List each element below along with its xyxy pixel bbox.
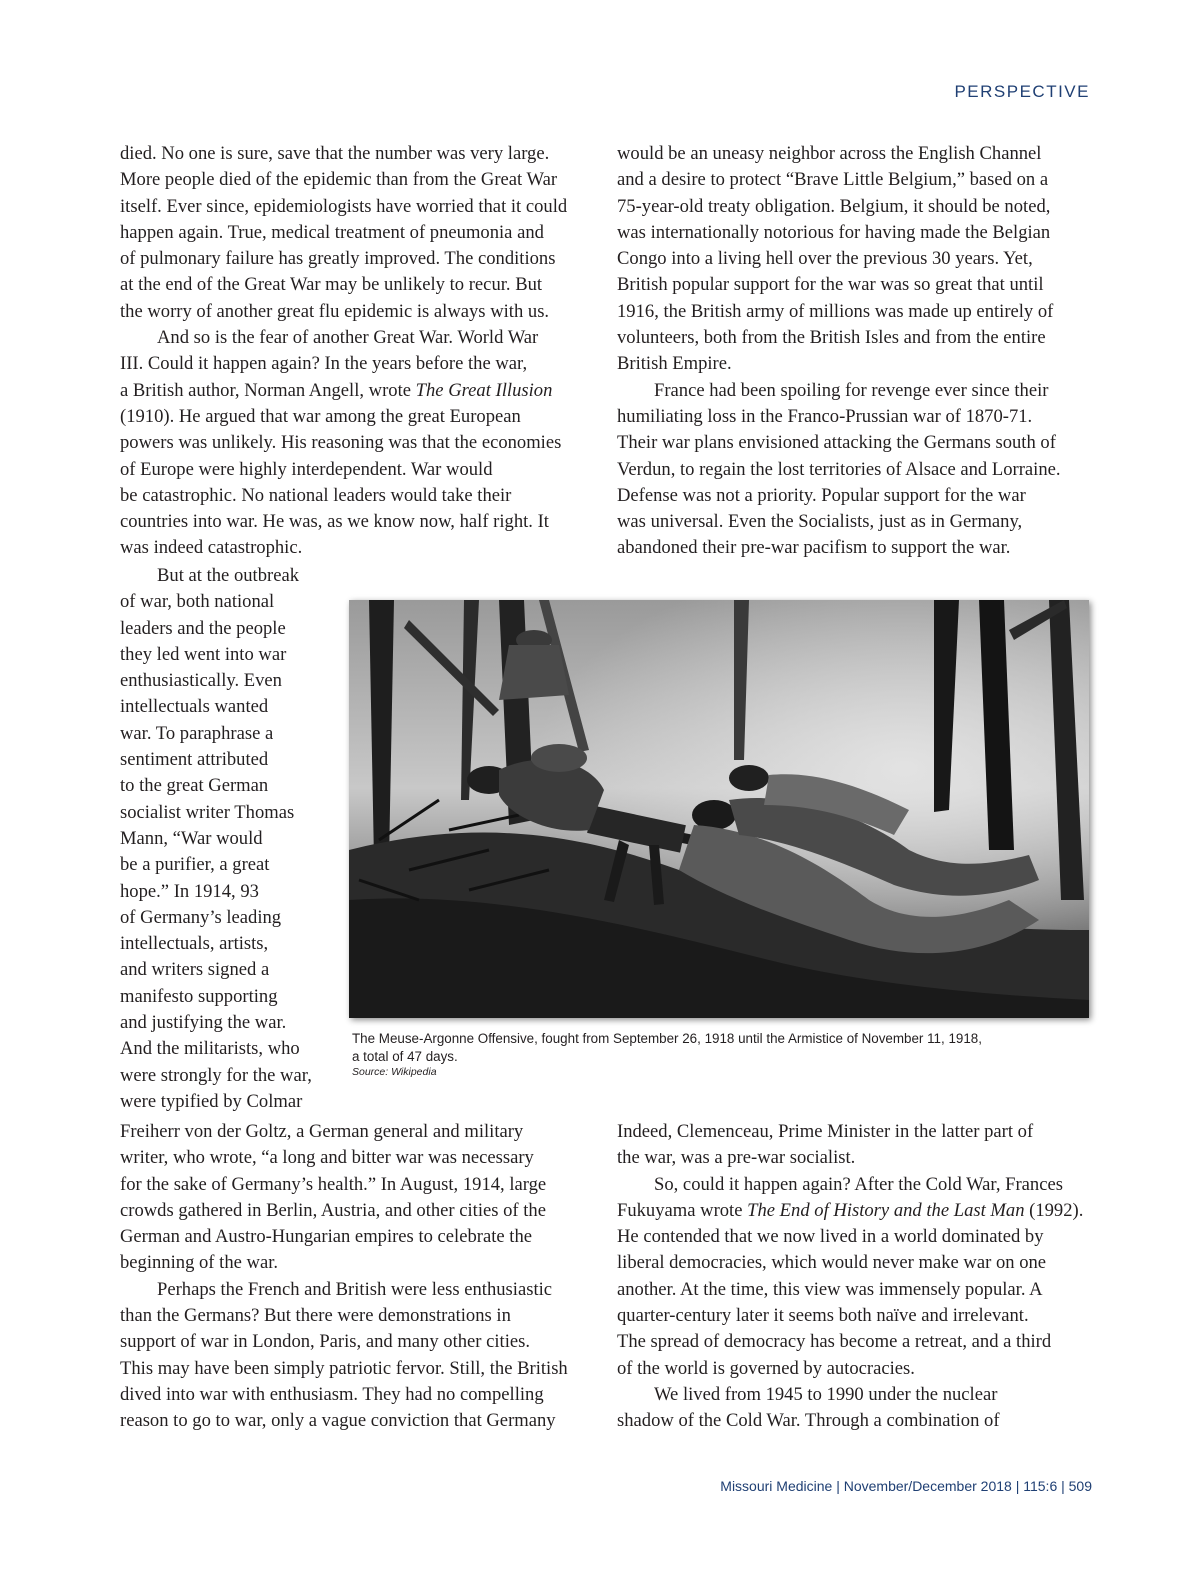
- text-line: German and Austro-Hungarian empires to celebrate the: [120, 1226, 533, 1248]
- meuse-argonne-photo: [349, 600, 1089, 1018]
- text-line: Their war plans envisioned attacking the Germans south of: [617, 432, 1056, 454]
- text-line: countries into war. He was, as we know now, half right. It: [120, 511, 549, 533]
- left-column-narrow: [120, 563, 335, 1115]
- text-line: More people died of the epidemic than from the Great War: [120, 169, 558, 191]
- text-line: happen again. True, medical treatment of pneumonia and: [120, 221, 544, 243]
- text-line: Freiherr von der Goltz, a German general and military: [120, 1121, 524, 1142]
- text-line: was internationally notorious for having made the Belgian: [617, 221, 1051, 243]
- book-title-end-of-history: The End of History and the Last Man: [747, 1199, 1025, 1221]
- text-line: was universal. Even the Socialists, just as in Germany,: [617, 511, 1023, 533]
- text-line: powers was unlikely. His reasoning was that the economies: [120, 432, 562, 454]
- text-line: France had been spoiling for revenge ever since their: [654, 379, 1049, 401]
- book-title-great-illusion: The Great Illusion: [415, 379, 553, 401]
- text-line: and a desire to protect “Brave Little Belgium,” based on a: [617, 169, 1049, 191]
- text-line: support of war in London, Paris, and many other cities.: [120, 1331, 531, 1353]
- text-line: writer, who wrote, “a long and bitter war was necessary: [120, 1147, 534, 1169]
- text-line: dived into war with enthusiasm. They had no compelling: [120, 1383, 544, 1405]
- text-line: We lived from 1945 to 1990 under the nuclear: [654, 1383, 998, 1405]
- text-line: the worry of another great flu epidemic is always with us.: [120, 300, 550, 322]
- text-line: of the world is governed by autocracies.: [617, 1357, 915, 1379]
- text-line-fukuyama: [617, 1198, 1097, 1224]
- text-line: be a purifier, a great: [120, 854, 270, 876]
- text-line: of war, both national: [120, 591, 275, 613]
- right-column-top: [617, 141, 1097, 562]
- text-line: British popular support for the war was so great that until: [617, 274, 1044, 296]
- text-line: And so is the fear of another Great War. World War: [157, 327, 539, 349]
- text-line: were typified by Colmar: [120, 1090, 303, 1112]
- text-line: socialist writer Thomas: [120, 801, 295, 823]
- text-line: were strongly for the war,: [120, 1064, 312, 1086]
- caption-line: a total of 47 days.: [352, 1049, 458, 1064]
- text-line: Indeed, Clemenceau, Prime Minister in the latter part of: [617, 1121, 1034, 1142]
- text-line: Congo into a living hell over the previous 30 years. Yet,: [617, 248, 1033, 270]
- text-line: they led went into war: [120, 643, 287, 665]
- text-line: So, could it happen again? After the Cold War, Frances: [654, 1173, 1063, 1195]
- text-line: But at the outbreak: [157, 565, 299, 586]
- left-column-top: [120, 141, 600, 562]
- text-line: hope.” In 1914, 93: [120, 880, 259, 902]
- angell-text: a British author, Norman Angell, wrote: [120, 379, 416, 401]
- text-line: than the Germans? But there were demonstrations in: [120, 1305, 511, 1327]
- text-line: crowds gathered in Berlin, Austria, and other cities of the: [120, 1199, 546, 1221]
- caption-line: The Meuse-Argonne Offensive, fought from September 26, 1918 until the Armistice of November 11, 1918,: [352, 1031, 982, 1046]
- text-line: was indeed catastrophic.: [120, 537, 303, 559]
- text-line: humiliating loss in the Franco-Prussian war of 1870-71.: [617, 405, 1033, 427]
- text-line: another. At the time, this view was immensely popular. A: [617, 1278, 1043, 1300]
- text-line: (1910). He argued that war among the great European: [120, 405, 521, 427]
- page-footer: Missouri Medicine | November/December 2018 | 115:6 | 509: [720, 1478, 1092, 1494]
- text-line: and writers signed a: [120, 959, 270, 981]
- right-column-bottom: [617, 1119, 1097, 1435]
- photo-caption: [352, 1030, 1092, 1078]
- text-line: reason to go to war, only a vague conviction that Germany: [120, 1410, 556, 1432]
- text-line: and justifying the war.: [120, 1012, 287, 1034]
- text-line: Mann, “War would: [120, 827, 263, 849]
- text-line: Verdun, to regain the lost territories of Alsace and Lorraine.: [617, 458, 1061, 480]
- section-header: PERSPECTIVE: [954, 82, 1090, 101]
- text-line: British Empire.: [617, 353, 732, 375]
- text-line: And the militarists, who: [120, 1038, 300, 1060]
- text-line: intellectuals, artists,: [120, 933, 269, 955]
- text-line: of pulmonary failure has greatly improved. The conditions: [120, 248, 556, 270]
- text-line: Defense was not a priority. Popular support for the war: [617, 484, 1026, 506]
- text-line: Perhaps the French and British were less enthusiastic: [157, 1278, 553, 1300]
- left-column-bottom: [120, 1119, 600, 1435]
- text-line: to the great German: [120, 775, 269, 797]
- text-line: 1916, the British army of millions was made up entirely of: [617, 300, 1054, 322]
- text-line: be catastrophic. No national leaders would take their: [120, 484, 512, 506]
- text-line: He contended that we now lived in a world dominated by: [617, 1226, 1044, 1248]
- text-line: would be an uneasy neighbor across the English Channel: [617, 143, 1042, 164]
- text-line: 75-year-old treaty obligation. Belgium, it should be noted,: [617, 195, 1051, 217]
- text-line: leaders and the people: [120, 617, 286, 639]
- caption-source: Source: Wikipedia: [352, 1066, 437, 1078]
- text-line: beginning of the war.: [120, 1252, 279, 1274]
- text-line: of Germany’s leading: [120, 906, 282, 928]
- text-line: itself. Ever since, epidemiologists have worried that it could: [120, 195, 568, 217]
- text-line-angell: [120, 378, 600, 404]
- text-line: This may have been simply patriotic fervor. Still, the British: [120, 1357, 568, 1379]
- text-line: war. To paraphrase a: [120, 722, 274, 744]
- text-line: the war, was a pre-war socialist.: [617, 1147, 856, 1169]
- text-line: at the end of the Great War may be unlikely to recur. But: [120, 274, 543, 296]
- text-line: III. Could it happen again? In the years before the war,: [120, 353, 528, 375]
- text-line: quarter-century later it seems both naïve and irrelevant.: [617, 1305, 1029, 1327]
- text-line: abandoned their pre-war pacifism to support the war.: [617, 537, 1011, 559]
- text-line: sentiment attributed: [120, 749, 269, 771]
- text-line: enthusiastically. Even: [120, 670, 282, 692]
- text-line: shadow of the Cold War. Through a combination of: [617, 1410, 1000, 1432]
- text-line: died. No one is sure, save that the number was very large.: [120, 143, 550, 164]
- text-line: of Europe were highly interdependent. War would: [120, 458, 493, 480]
- fukuyama-text: Fukuyama wrote: [617, 1199, 748, 1221]
- text-line: volunteers, both from the British Isles and from the entire: [617, 327, 1046, 349]
- text-line: liberal democracies, which would never make war on one: [617, 1252, 1047, 1274]
- text-line: intellectuals wanted: [120, 696, 269, 718]
- text-line: The spread of democracy has become a retreat, and a third: [617, 1331, 1052, 1353]
- text-line: for the sake of Germany’s health.” In August, 1914, large: [120, 1173, 547, 1195]
- fukuyama-year: (1992).: [1024, 1199, 1084, 1221]
- text-line: manifesto supporting: [120, 985, 278, 1007]
